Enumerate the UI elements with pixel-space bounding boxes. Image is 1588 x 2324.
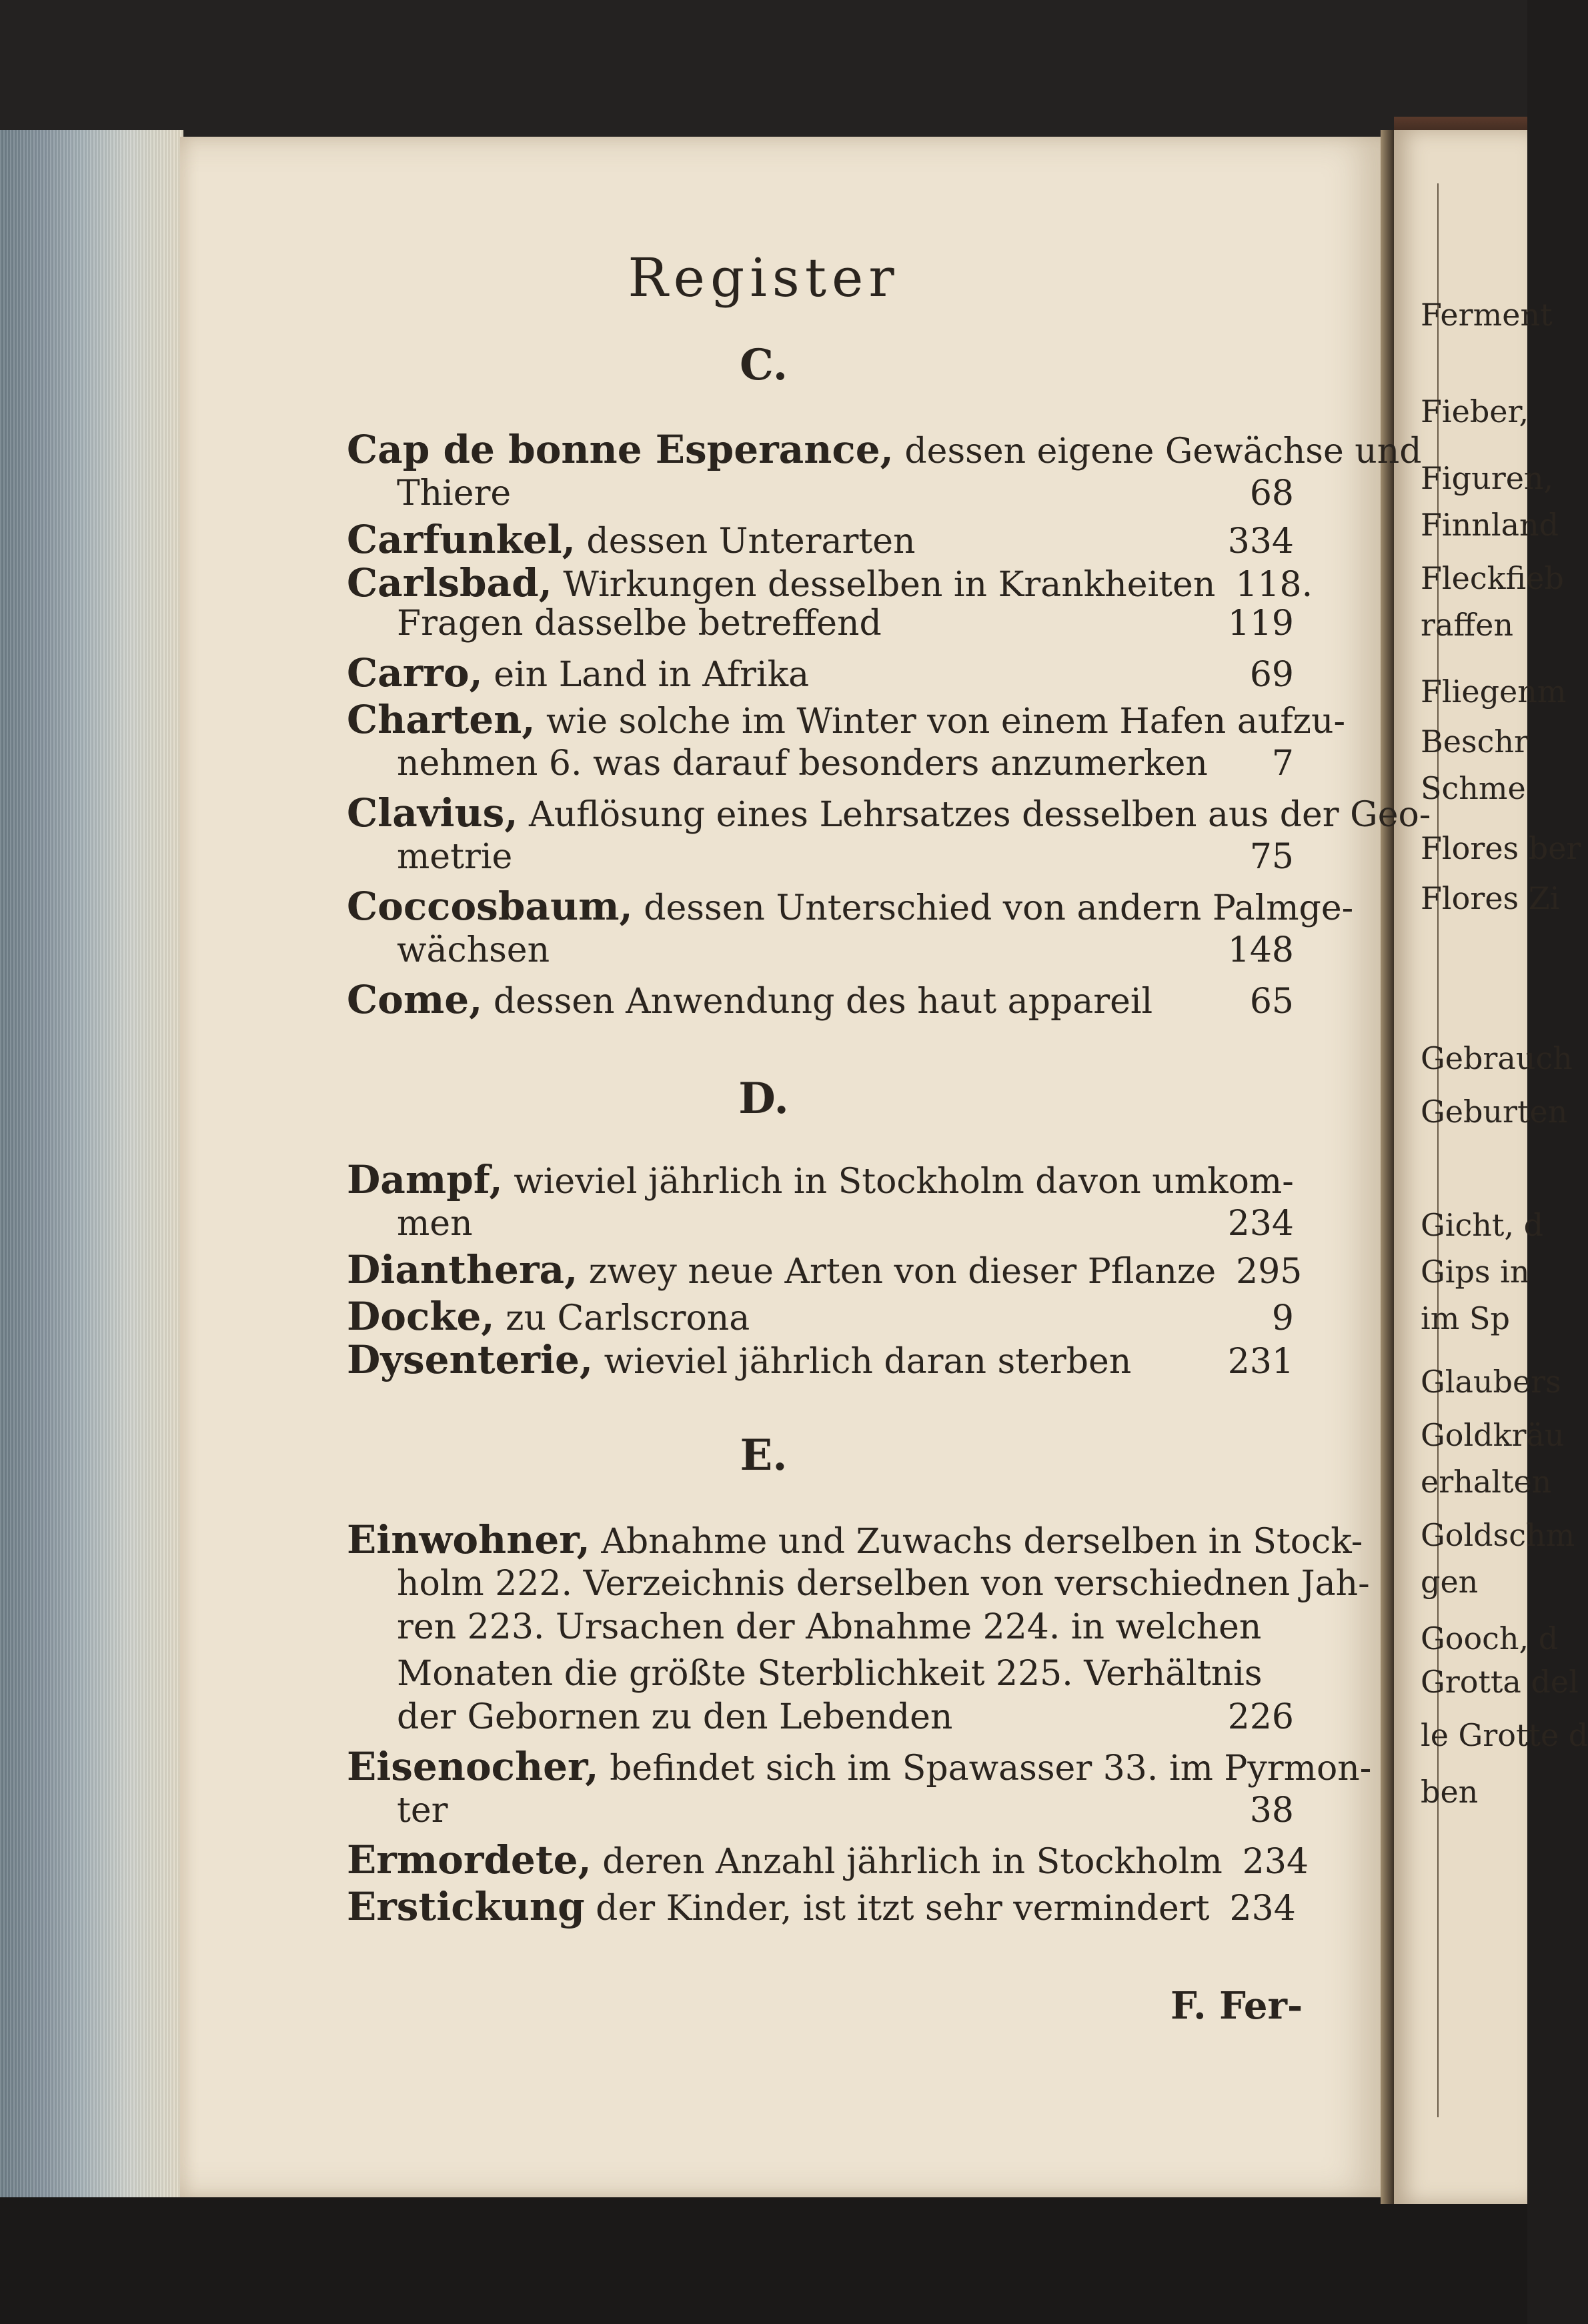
entry-page-number: 69 <box>1249 655 1294 695</box>
index-entry <box>347 1247 1303 1294</box>
next-page-fragment: Goldschm <box>1421 1517 1575 1553</box>
index-entry <box>347 1337 1294 1384</box>
entry-page-number: 334 <box>1227 521 1294 561</box>
entry-text <box>347 1837 1223 1883</box>
entry-text <box>347 1517 1363 1562</box>
entry-description: Wirkungen desselben in Krankheiten <box>552 565 1216 605</box>
entry-text <box>347 650 1230 696</box>
entry-text <box>397 604 1208 644</box>
next-page-fragment: Schme <box>1421 770 1526 806</box>
entry-text <box>347 1294 1252 1339</box>
index-entry <box>397 473 1294 520</box>
index-entry <box>347 1517 1363 1564</box>
index-entry <box>397 1697 1294 1744</box>
entry-keyword: Dampf, <box>347 1157 503 1202</box>
entry-keyword: Clavius, <box>347 790 518 836</box>
next-page-fragment: Fieber, <box>1421 393 1529 429</box>
entry-description: nehmen 6. was darauf besonders anzumerken <box>397 744 1208 784</box>
next-page-fragment: le Grotte d <box>1421 1717 1588 1753</box>
entry-text <box>347 1247 1216 1292</box>
entry-keyword: Charten, <box>347 697 536 742</box>
index-entry <box>347 427 1422 473</box>
entry-text <box>347 427 1422 472</box>
entry-keyword: Carlsbad, <box>347 560 552 606</box>
index-entry <box>347 1744 1372 1791</box>
section-letter: D. <box>738 1074 789 1124</box>
entry-page-number: 118. <box>1235 565 1313 605</box>
entry-keyword: Docke, <box>347 1294 495 1339</box>
entry-description: der Gebornen zu den Lebenden <box>397 1697 953 1737</box>
section-letter: C. <box>739 340 788 390</box>
entry-description: holm 222. Verzeichnis derselben von verschiednen Jah- <box>397 1564 1370 1604</box>
next-page-fragment: raffen <box>1421 607 1513 643</box>
entry-text <box>397 1564 1370 1604</box>
entry-page-number: 234 <box>1242 1842 1309 1882</box>
index-entry <box>347 697 1346 744</box>
entry-description: ein Land in Afrika <box>482 655 810 695</box>
index-entry <box>347 1837 1309 1884</box>
entry-description: dessen Unterschied von andern Palmge- <box>632 888 1354 928</box>
book-page-edges <box>0 130 183 2197</box>
next-page-fragment: Flores ber <box>1421 830 1581 866</box>
catchword: F. Fer- <box>1170 1984 1303 2028</box>
entry-text <box>347 560 1215 606</box>
next-page-fragment: Figuren, <box>1421 460 1554 496</box>
next-page-fragment: Geburten <box>1421 1094 1568 1130</box>
entry-page-number: 9 <box>1271 1298 1294 1338</box>
entry-description: der Kinder, ist itzt sehr vermindert <box>584 1889 1210 1929</box>
entry-text <box>347 1744 1371 1789</box>
next-page-fragment: ben <box>1421 1774 1479 1810</box>
entry-description: wie solche im Winter von einem Hafen aufzu- <box>535 702 1346 742</box>
entry-page-number: 226 <box>1227 1697 1294 1737</box>
entry-page-number: 295 <box>1236 1252 1303 1292</box>
index-entry <box>397 1607 1294 1654</box>
index-entry <box>347 560 1313 607</box>
entry-keyword: Coccosbaum, <box>347 884 633 929</box>
entry-description: wächsen <box>397 930 550 970</box>
entry-keyword: Dianthera, <box>347 1247 578 1292</box>
entry-page-number: 234 <box>1227 1204 1294 1244</box>
entry-page-number: 234 <box>1229 1889 1296 1929</box>
entry-description: dessen Anwendung des haut appareil <box>482 982 1153 1022</box>
entry-page-number: 65 <box>1249 982 1294 1022</box>
entry-description: dessen eigene Gewächse und <box>893 431 1422 471</box>
entry-text <box>347 977 1230 1022</box>
entry-description: wieviel jährlich daran sterben <box>593 1342 1132 1382</box>
index-entry <box>347 884 1354 930</box>
entry-page-number: 119 <box>1227 604 1294 644</box>
entry-description: Abnahme und Zuwachs derselben in Stock- <box>590 1522 1363 1562</box>
entry-description: Monaten die größte Sterblichkeit 225. Verhältnis <box>397 1654 1263 1694</box>
entry-description: Auflösung eines Lehrsatzes desselben aus der Geo- <box>518 795 1431 835</box>
entry-text <box>397 1791 1230 1831</box>
entry-page-number: 231 <box>1227 1342 1294 1382</box>
entry-description: men <box>397 1204 473 1244</box>
next-page-fragment: erhalten <box>1421 1464 1552 1500</box>
entry-keyword: Carfunkel, <box>347 517 576 562</box>
entry-keyword: Ermordete, <box>347 1837 592 1883</box>
next-page-fragment: Gooch, d <box>1421 1620 1559 1656</box>
entry-description: deren Anzahl jährlich in Stockholm <box>591 1842 1223 1882</box>
entry-text <box>347 1337 1208 1382</box>
section-letter: E. <box>740 1430 788 1480</box>
entry-text <box>347 517 1208 562</box>
entry-text <box>397 930 1208 970</box>
page-title: Register <box>628 247 900 309</box>
entry-text <box>347 1884 1210 1929</box>
entry-description: Fragen dasselbe betreffend <box>397 604 882 644</box>
entry-text <box>397 744 1252 784</box>
next-page-fragment: Fleckfieb <box>1421 560 1564 596</box>
entry-description: ter <box>397 1791 448 1831</box>
next-page-fragment: Beschr <box>1421 724 1529 760</box>
entry-text <box>397 1654 1274 1694</box>
index-entry <box>397 1564 1370 1610</box>
entry-keyword: Erstickung <box>347 1884 585 1929</box>
entry-page-number: 148 <box>1227 930 1294 970</box>
index-entry <box>397 1791 1294 1837</box>
entry-keyword: Carro, <box>347 650 483 696</box>
entry-description: Thiere <box>397 473 512 513</box>
entry-text <box>397 1204 1208 1244</box>
index-entry <box>347 1294 1294 1340</box>
entry-page-number: 68 <box>1249 473 1294 513</box>
next-page-fragment: Fliegenm <box>1421 674 1567 710</box>
entry-page-number: 7 <box>1271 744 1294 784</box>
entry-description: wieviel jährlich in Stockholm davon umkom- <box>502 1162 1294 1202</box>
entry-text <box>347 1157 1294 1202</box>
index-entry <box>397 1654 1294 1700</box>
next-page-fragment: gen <box>1421 1564 1479 1600</box>
entry-description: zwey neue Arten von dieser Pflanze <box>578 1252 1217 1292</box>
entry-keyword: Dysenterie, <box>347 1337 594 1382</box>
background-top <box>0 0 1527 140</box>
entry-text <box>347 884 1353 929</box>
entry-description: zu Carlscrona <box>494 1298 750 1338</box>
index-entry <box>397 744 1294 790</box>
entry-keyword: Come, <box>347 977 483 1022</box>
entry-text <box>347 697 1345 742</box>
index-entry <box>347 1884 1294 1931</box>
next-page-fragment: Goldkräu <box>1421 1417 1565 1453</box>
index-entry <box>347 650 1294 697</box>
next-page-fragment: Glaubers <box>1421 1364 1561 1400</box>
entry-description: metrie <box>397 837 513 877</box>
index-entry <box>347 790 1431 837</box>
index-entry <box>397 930 1294 977</box>
next-page-fragment: Ferment <box>1421 297 1553 333</box>
entry-text <box>397 1697 1208 1737</box>
entry-description: ren 223. Ursachen der Abnahme 224. in welchen <box>397 1607 1262 1647</box>
index-entry <box>347 517 1294 563</box>
next-page-fragment: im Sp <box>1421 1300 1510 1336</box>
entry-text <box>397 473 1230 513</box>
index-entry <box>347 977 1294 1024</box>
entry-keyword: Eisenocher, <box>347 1744 599 1789</box>
entry-description: befindet sich im Spawasser 33. im Pyrmon- <box>598 1749 1372 1789</box>
next-page-fragment: Gebrauch <box>1421 1040 1573 1076</box>
index-entry <box>397 604 1294 650</box>
entry-page-number: 38 <box>1249 1791 1294 1831</box>
next-page-fragment: Gicht, d <box>1421 1207 1544 1243</box>
entry-keyword: Einwohner, <box>347 1517 590 1562</box>
index-entry <box>397 1204 1294 1250</box>
entry-page-number: 75 <box>1249 837 1294 877</box>
index-entry <box>397 837 1294 884</box>
index-entry <box>347 1157 1294 1204</box>
next-page-fragment: Finnland <box>1421 507 1559 543</box>
entry-text <box>397 837 1230 877</box>
next-page-fragment: Gips in <box>1421 1254 1530 1290</box>
entry-text <box>397 1607 1274 1647</box>
entry-description: dessen Unterarten <box>575 521 916 561</box>
next-page-fragment: Flores Zi <box>1421 880 1560 916</box>
entry-keyword: Cap de bonne Esperance, <box>347 427 894 472</box>
entry-text <box>347 790 1431 836</box>
next-page-fragment: Grotta del <box>1421 1664 1579 1700</box>
